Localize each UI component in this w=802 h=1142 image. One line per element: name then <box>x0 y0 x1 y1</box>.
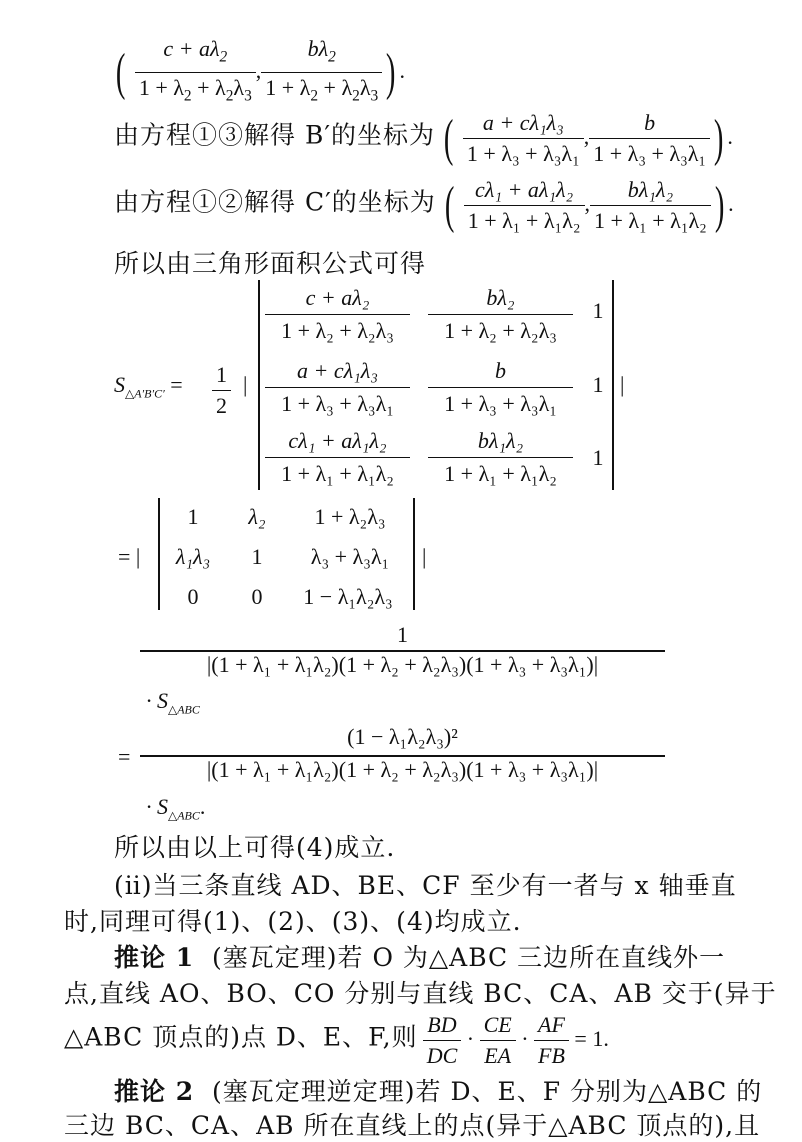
corollary2-line2: 三边 BC、CA、AB 所在直线上的点(异于△ABC 顶点的),且 <box>64 1111 761 1140</box>
frac2-denominator: |(1 + λ₁ + λ₁λ₂)(1 + λ₂ + λ₂λ₃)(1 + λ₃ + λ₃λ₁)| <box>206 757 599 782</box>
det1-r2c2: $\frac{b}{\text{1 + λ₃ + λ₃λ₁}}$ <box>428 355 573 420</box>
case2-line2: 时,同理可得(1)、(2)、(3)、(4)均成立. <box>64 907 522 936</box>
det1-left-bar <box>258 280 260 490</box>
det2-r2c2: 1 <box>251 544 263 569</box>
det2-left-bar <box>158 498 160 610</box>
corollary1-line1: 推论 1 (塞瓦定理)若 O 为△ABC 三边所在直线外一 <box>114 943 726 972</box>
line3-text: 由方程①②解得 C′的坐标为 <box>114 187 436 217</box>
fraction-a-y: $\frac{b\lambda_2}{1 + \lambda_2 + \lambda_2\lambda_3}$ <box>261 34 382 112</box>
det2-r1c3: 1 + λ₂λ₃ <box>314 504 386 529</box>
frac2-numerator: (1 − λ₁λ₂λ₃)² <box>347 724 458 749</box>
det2-r2c1: λ₁λ₃ <box>175 544 211 569</box>
corollary1-label: 推论 1 <box>114 943 195 972</box>
abs-bar-right-2: | <box>422 544 427 569</box>
frac1-denominator: |(1 + λ₁ + λ₁λ₂)(1 + λ₂ + λ₂λ₃)(1 + λ₃ + λ₃λ₁)| <box>206 652 599 677</box>
frac1-tail: · $S_{\triangle ABC}$ <box>146 688 200 717</box>
frac2-tail: · $S_{\triangle ABC}$. <box>146 794 206 823</box>
ratio-af-fb: $\frac{AF}{FB}$ <box>534 1010 569 1071</box>
det1-r3c3: 1 <box>592 445 604 470</box>
coordinate-line-1: ( $\frac{c + a\lambda_2}{1 + \lambda_2 + \lambda_2\lambda_3}$ , $\frac{b\lambda_2}{1 + \lambda_2 + \lambda_2\lambda_3}$ ) . <box>112 34 405 112</box>
ratio-ce-ea: $\frac{CE}{EA}$ <box>480 1010 516 1071</box>
fraction-b-x: $\frac{\text{a + cλ₁λ₃}}{\text{1 + λ₃ + λ₃λ₁}}$ <box>463 108 584 169</box>
det1-r3c1: $\frac{\text{cλ₁ + aλ₁λ₂}}{\text{1 + λ₁ + λ₁λ₂}}$ <box>265 425 410 490</box>
frac2-eq: = <box>118 744 131 769</box>
abs-bar-right-1: | <box>620 372 625 397</box>
case2-line1: (ⅱ)当三条直线 AD、BE、CF 至少有一者与 x 轴垂直 <box>114 871 737 900</box>
det2-r1c2: λ₂ <box>248 504 266 529</box>
det2-right-bar <box>413 498 415 610</box>
det1-r2c1: $\frac{\text{a + cλ₁λ₃}}{\text{1 + λ₃ + λ₃λ₁}}$ <box>265 355 410 420</box>
fraction-c-y: $\frac{\text{bλ₁λ₂}}{\text{1 + λ₁ + λ₁λ₂}}$ <box>590 175 711 236</box>
area-formula-intro: 所以由三角形面积公式可得 <box>114 249 427 278</box>
det2-r3c2: 0 <box>251 584 263 609</box>
det2-r3c1: 0 <box>187 584 199 609</box>
corollary2-label: 推论 2 <box>114 1077 195 1106</box>
det1-r1c1: $\frac{\text{c + aλ₂}}{\text{1 + λ₂ + λ₂λ₃}}$ <box>265 282 410 347</box>
one-half: $\frac{1}{2}$ <box>212 360 231 421</box>
det2-r1c1: 1 <box>187 504 199 529</box>
corollary2-line1: 推论 2 (塞瓦定理逆定理)若 D、E、F 分别为△ABC 的 <box>114 1077 763 1106</box>
coordinate-line-2: 由方程①③解得 B′的坐标为 ( $\frac{\text{a + cλ₁λ₃}}{\text{1 + λ₃ + λ₃λ₁}}$ , $\frac{b}{\text{1 + λ₃ + λ₃λ₁}}$ ) . <box>114 108 733 169</box>
det2-r3c3: 1 − λ₁λ₂λ₃ <box>303 584 393 609</box>
det1-r2c3: 1 <box>592 372 604 397</box>
fraction-c-x: $\frac{\text{cλ₁ + aλ₁λ₂}}{\text{1 + λ₁ + λ₁λ₂}}$ <box>464 175 585 236</box>
fraction-a-x: $\frac{c + a\lambda_2}{1 + \lambda_2 + \lambda_2\lambda_3}$ <box>135 34 256 112</box>
coordinate-line-3: 由方程①②解得 C′的坐标为 ( $\frac{\text{cλ₁ + aλ₁λ₂}}{\text{1 + λ₁ + λ₁λ₂}}$ , $\frac{\text{bλ₁λ₂}}{\text{1 + λ₁ + λ₁λ₂}}$ ) . <box>114 175 734 236</box>
det1-r1c2: $\frac{\text{bλ₂}}{\text{1 + λ₂ + λ₂λ₃}}$ <box>428 282 573 347</box>
det1-r1c3: 1 <box>592 298 604 323</box>
ratio-bd-dc: $\frac{BD}{DC}$ <box>423 1010 462 1071</box>
area-lhs: $S_{\triangle A'B'C'}$ = <box>114 372 183 401</box>
abs-bar-left-1: | <box>243 372 248 397</box>
corollary1-line3: △ABC 顶点的)点 D、E、F,则 $\frac{BD}{DC}$ · $\frac{CE}{EA}$ · $\frac{AF}{FB}$ = 1. <box>64 1010 609 1071</box>
line2-text: 由方程①③解得 B′的坐标为 <box>114 120 435 150</box>
det2-eq: = | <box>118 544 141 569</box>
fraction-b-y: $\frac{b}{\text{1 + λ₃ + λ₃λ₁}}$ <box>589 108 710 169</box>
det1-right-bar <box>612 280 614 490</box>
conclusion-line: 所以由以上可得(4)成立. <box>114 833 396 862</box>
frac1-numerator: 1 <box>397 622 408 647</box>
det1-r3c2: $\frac{\text{bλ₁λ₂}}{\text{1 + λ₁ + λ₁λ₂}}$ <box>428 425 573 490</box>
corollary1-line2: 点,直线 AO、BO、CO 分别与直线 BC、CA、AB 交于(异于 <box>64 979 777 1008</box>
det2-r2c3: λ₃ + λ₃λ₁ <box>310 544 390 569</box>
